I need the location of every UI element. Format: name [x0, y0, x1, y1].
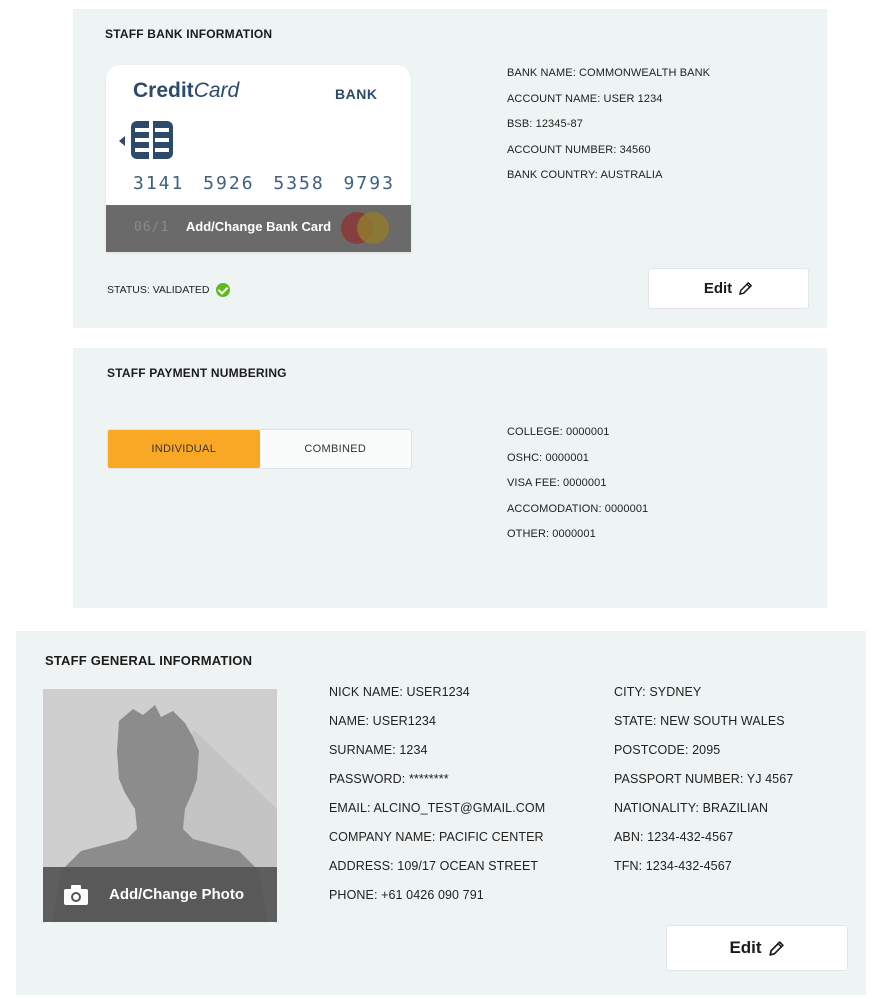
payment-panel-title: STAFF PAYMENT NUMBERING [107, 366, 287, 380]
address: ADDRESS: 109/17 OCEAN STREET [329, 859, 539, 873]
postcode: POSTCODE: 2095 [614, 743, 721, 757]
accomodation-number: ACCOMODATION: 0000001 [507, 503, 649, 515]
phone: PHONE: +61 0426 090 791 [329, 888, 484, 902]
other-number: OTHER: 0000001 [507, 528, 596, 540]
profile-photo[interactable] [43, 689, 277, 922]
city: CITY: SYDNEY [614, 685, 702, 699]
bank-information-panel [73, 9, 827, 328]
nationality: NATIONALITY: BRAZILIAN [614, 801, 769, 815]
bank-edit-button[interactable] [648, 268, 809, 309]
validation-status [107, 283, 230, 297]
general-edit-button[interactable] [666, 925, 848, 971]
bank-name: BANK NAME: COMMONWEALTH BANK [507, 67, 711, 79]
add-change-bank-card-button[interactable] [106, 205, 411, 252]
general-edit-label: Edit [729, 938, 762, 957]
numbering-toggle[interactable] [107, 429, 412, 469]
nick-name: NICK NAME: USER1234 [329, 685, 470, 699]
tfn: TFN: 1234-432-4567 [614, 859, 732, 873]
bank-country: BANK COUNTRY: AUSTRALIA [507, 169, 663, 181]
check-circle-icon [216, 283, 230, 297]
email: EMAIL: ALCINO_TEST@GMAIL.COM [329, 801, 546, 815]
toggle-combined[interactable]: COMBINED [304, 443, 367, 455]
college-number: COLLEGE: 0000001 [507, 426, 610, 438]
surname: SURNAME: 1234 [329, 743, 428, 757]
account-name: ACCOUNT NAME: USER 1234 [507, 93, 663, 105]
passport-number: PASSPORT NUMBER: YJ 4567 [614, 772, 794, 786]
add-change-bank-card-label: Add/Change Bank Card [185, 219, 332, 234]
card-brand: CreditCard [133, 79, 240, 102]
card-expiry: 06/1 [134, 220, 170, 235]
bank-edit-label: Edit [703, 280, 733, 297]
card-bank-label: BANK [335, 86, 378, 102]
add-change-photo-button[interactable] [43, 867, 277, 922]
card-number: 3141 5926 5358 9793 [133, 173, 395, 194]
card-chip-icon [117, 118, 181, 164]
state: STATE: NEW SOUTH WALES [614, 714, 785, 728]
bank-panel-title: STAFF BANK INFORMATION [105, 27, 273, 41]
name: NAME: USER1234 [329, 714, 436, 728]
password: PASSWORD: ******** [329, 772, 449, 786]
pencil-icon [738, 281, 753, 296]
credit-card[interactable] [106, 65, 411, 252]
account-number: ACCOUNT NUMBER: 34560 [507, 144, 651, 156]
general-information-panel [16, 631, 866, 995]
camera-icon [63, 884, 89, 906]
add-change-photo-label: Add/Change Photo [109, 886, 244, 903]
abn: ABN: 1234-432-4567 [614, 830, 734, 844]
oshc-number: OSHC: 0000001 [507, 452, 590, 464]
status-label: STATUS: VALIDATED [107, 284, 210, 296]
bsb: BSB: 12345-87 [507, 118, 583, 130]
payment-numbering-panel [73, 348, 827, 608]
company-name: COMPANY NAME: PACIFIC CENTER [329, 830, 544, 844]
visa-fee-number: VISA FEE: 0000001 [507, 477, 607, 489]
toggle-individual[interactable]: INDIVIDUAL [108, 430, 260, 468]
pencil-icon [768, 940, 785, 957]
general-panel-title: STAFF GENERAL INFORMATION [45, 653, 253, 668]
